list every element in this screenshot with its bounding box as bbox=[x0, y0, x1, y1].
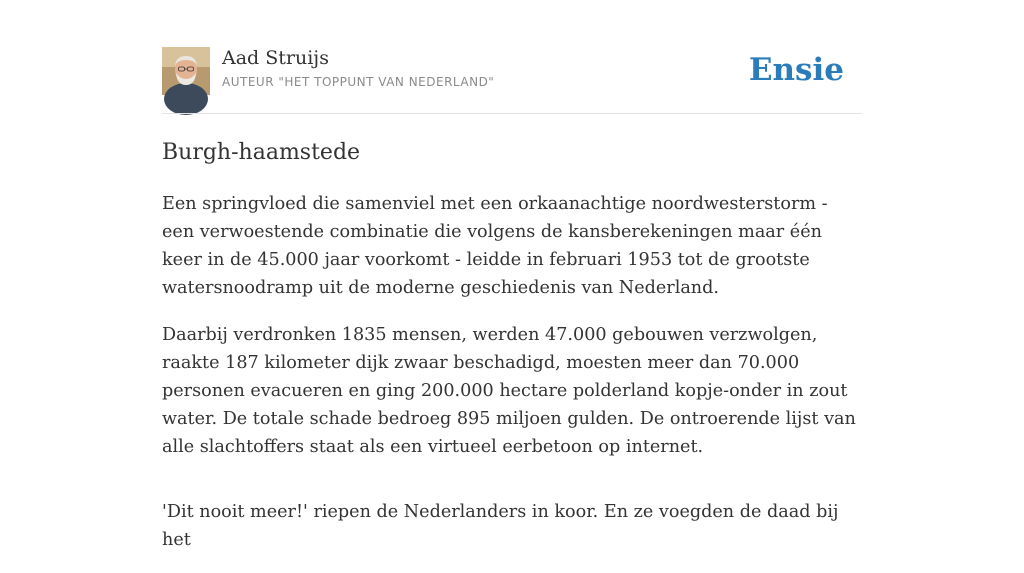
article-paragraph: Daarbij verdronken 1835 mensen, werden 47.000 gebouwen verzwolgen, raakte 187 kilometer dijk zwaar beschadigd, moesten meer dan 70.000 personen evacueren en ging 200.000 hectare polderland kopje-onder in zout water. De totale schade bedroeg 895 miljoen gulden. De ontroerende lijst van alle slachtoffers staat als een virtueel eerbetoon op internet. bbox=[162, 325, 856, 457]
author-photo-icon bbox=[162, 47, 210, 95]
brand-logo[interactable]: Ensie bbox=[748, 52, 844, 88]
article-body bbox=[162, 190, 862, 573]
article-paragraph: Een springvloed die samenviel met een orkaanachtige noordwesterstorm - een verwoestende combinatie die volgens de kansberekeningen maar één keer in de 45.000 jaar voorkomt - leidde in februari 1953 tot de grootste watersnoodramp uit de moderne geschiedenis van Nederland. bbox=[162, 194, 828, 298]
header-divider bbox=[162, 113, 862, 114]
author-header bbox=[162, 46, 862, 96]
article-paragraph: 'Dit nooit meer!' riepen de Nederlanders in koor. En ze voegden de daad bij het bbox=[162, 502, 839, 550]
article-title: Burgh-haamstede bbox=[162, 140, 361, 165]
author-avatar[interactable] bbox=[162, 47, 210, 95]
author-subtitle: AUTEUR "HET TOPPUNT VAN NEDERLAND" bbox=[222, 75, 495, 89]
author-name[interactable]: Aad Struijs bbox=[222, 47, 329, 69]
